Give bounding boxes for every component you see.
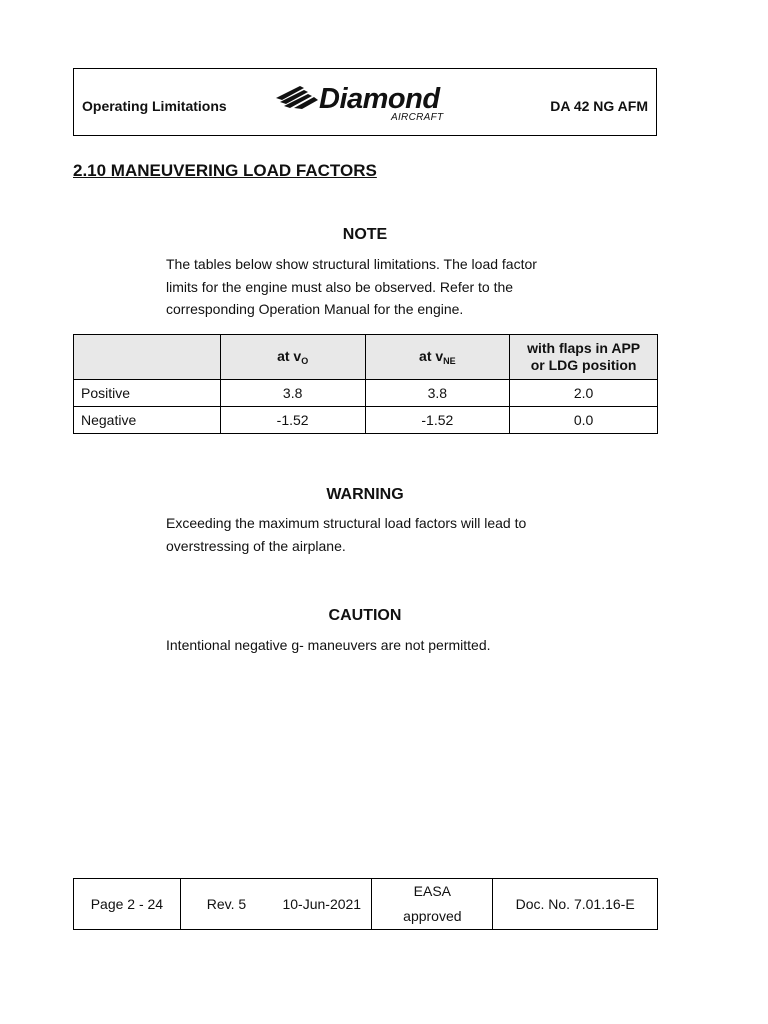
footer-approved: approved (403, 908, 462, 924)
page-footer (73, 878, 658, 930)
table-row (74, 380, 658, 407)
cell-negative-vne: -1.52 (365, 407, 510, 434)
note-line: corresponding Operation Manual for the engine. (166, 301, 464, 317)
note-line: limits for the engine must also be observed. Refer to the (166, 278, 514, 295)
cell-positive-vo: 3.8 (220, 380, 365, 407)
footer-approval (372, 879, 493, 930)
load-factor-table (73, 334, 658, 434)
warning-line: Exceeding the maximum structural load factors will lead to (166, 515, 527, 531)
row-label-negative: Negative (74, 407, 221, 434)
caution-text: Intentional negative g- maneuvers are not permitted. (166, 637, 491, 653)
footer-doc-number: Doc. No. 7.01.16-E (493, 879, 658, 930)
diamond-logo (274, 82, 464, 126)
table-header-row (74, 335, 658, 380)
footer-date: 10-Jun-2021 (272, 879, 372, 930)
table-header-vne: at $v_{NE}$ (365, 335, 510, 380)
table-header-empty (74, 335, 221, 380)
warning-heading: WARNING (326, 486, 404, 503)
cell-negative-vo: -1.52 (220, 407, 365, 434)
logo-wordmark: Diamond (319, 83, 440, 115)
table-header-flaps: with flaps in APP or LDG position (510, 335, 658, 380)
table-header-vo: at $v_O$ (220, 335, 365, 380)
cell-positive-flaps: 2.0 (510, 380, 658, 407)
header-doc-title: DA 42 NG AFM (550, 98, 648, 114)
diamond-wings-icon (274, 84, 322, 110)
cell-positive-vne: 3.8 (365, 380, 510, 407)
footer-revision: Rev. 5 (180, 879, 272, 930)
note-line: The tables below show structural limitations. The load factor (166, 256, 537, 272)
note-heading: NOTE (342, 226, 388, 243)
footer-page: Page 2 - 24 (74, 879, 181, 930)
footer-easa: EASA (413, 883, 452, 899)
caution-heading: CAUTION (328, 607, 402, 624)
section-title: 2.10 MANEUVERING LOAD FACTORS (73, 161, 377, 180)
warning-line: overstressing of the airplane. (166, 537, 346, 554)
note-text (166, 253, 576, 321)
logo-subtitle: AIRCRAFT (391, 112, 444, 123)
table-row (74, 407, 658, 434)
warning-text (166, 512, 576, 557)
header-section-title: Operating Limitations (82, 98, 227, 114)
page-header (73, 68, 657, 136)
row-label-positive: Positive (74, 380, 221, 407)
cell-negative-flaps: 0.0 (510, 407, 658, 434)
